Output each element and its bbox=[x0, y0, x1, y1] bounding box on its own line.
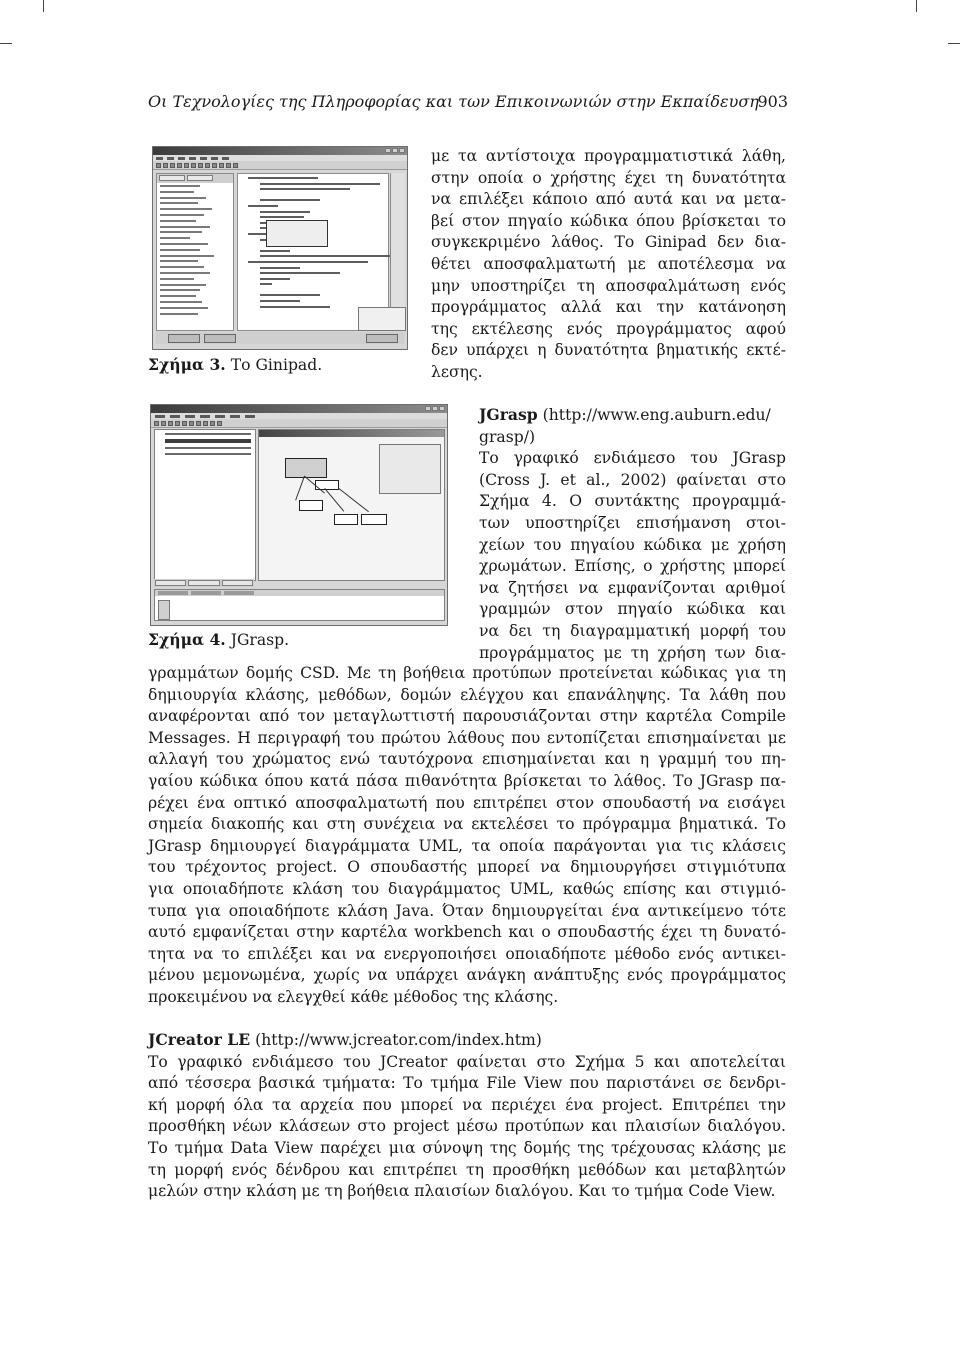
code-line bbox=[260, 250, 290, 252]
tree-entry bbox=[160, 185, 200, 187]
tree-entry bbox=[160, 220, 196, 222]
tree-entry bbox=[160, 226, 210, 228]
text-line: προκειμένου να ελεγχθεί κάθε μέθοδος της κλάσης. bbox=[148, 987, 559, 1006]
code-line bbox=[260, 267, 300, 269]
text-line: Σχήμα 4. Ο συντάκτης προγραμμά- bbox=[479, 492, 786, 511]
tree-entry bbox=[160, 214, 204, 216]
tree-entry bbox=[160, 255, 214, 257]
text-line: τητα να το επιλέξει και να ενεργοποιήσει οποιαδήποτε μέθοδο ενός αντικει- bbox=[148, 944, 786, 963]
code-highlight-box bbox=[266, 220, 328, 247]
running-title: Οι Τεχνολογίες της Πληροφορίας και των Επικοινωνιών στην Εκπαίδευση bbox=[148, 92, 759, 111]
text-line: με τα αντίστοιχα προγραμματιστικά λάθη, bbox=[431, 147, 786, 165]
ginipad-screenshot bbox=[152, 146, 408, 350]
text-line: αλλαγή του χρώματος ενώ ταυτόχρονα επισημαίνεται και η γραμμή του πη- bbox=[148, 750, 786, 769]
tree-entry bbox=[160, 301, 202, 303]
uml-class-box bbox=[334, 514, 358, 525]
text-line: Το τμήμα Data View παρέχει μια σύνοψη της δομής της τρέχουσας κλάσης με bbox=[148, 1138, 786, 1157]
text-line: να ζητήσει να εμφανίζονται αριθμοί bbox=[479, 578, 786, 597]
toolbar bbox=[153, 161, 407, 170]
text-line: γραμμάτων δομής CSD. Με τη βοήθεια προτύπων προτείνεται κώδικας για τη bbox=[148, 664, 786, 682]
figure-4-label: Σχήμα 4. bbox=[148, 630, 226, 649]
tree-entry bbox=[160, 197, 206, 199]
text-line: να επιλέξει κάποιο από αυτά και να μετα- bbox=[431, 190, 786, 209]
uml-diagram-panel bbox=[258, 429, 445, 581]
browser-tabs bbox=[154, 579, 254, 587]
crop-mark-left-top bbox=[0, 31, 12, 44]
jgrasp-heading bbox=[479, 404, 786, 427]
text-line: των υποστηρίζει επισήμανση στοι- bbox=[479, 513, 786, 532]
text-line: της εκτέλεσης ενός προγράμματος αφού bbox=[431, 319, 786, 338]
code-line bbox=[260, 216, 304, 218]
code-line bbox=[260, 188, 350, 190]
jgrasp-screenshot bbox=[150, 404, 448, 626]
tree-entry bbox=[160, 289, 200, 291]
text-line: τυπα για οποιαδήποτε κλάση Java. Όταν δημιουργείται ένα αντικείμενο τότε bbox=[148, 901, 786, 920]
text-line: από τέσσερα βασικά τμήματα: Το τμήμα File View που παριστάνει σε δενδρι- bbox=[148, 1074, 786, 1093]
code-line bbox=[260, 255, 390, 257]
jcreator-url: (http://www.jcreator.com/index.htm) bbox=[255, 1031, 542, 1049]
uml-class-box bbox=[361, 514, 387, 525]
text-line: γαίου κώδικα όπου κατά πάσα πιθανότητα βρίσκεται το λάθος. Το JGrasp πα- bbox=[148, 771, 786, 790]
text-line: μένου μεμονωμένα, χωρίς να υπάρχει ανάγκη ανάπτυξης ενός προγράμματος bbox=[148, 966, 786, 985]
text-line: δημιουργία κλάσης, μεθόδων, δομών ελέγχου και επανάληψης. Τα λάθη που bbox=[148, 685, 786, 704]
text-line: του τρέχοντος project. Ο σπουδαστής μπορεί να δημιουργήσει στιγμιότυπα bbox=[148, 858, 786, 877]
jgrasp-name: JGrasp bbox=[479, 405, 538, 424]
status-bar bbox=[156, 332, 404, 344]
project-browser-panel bbox=[154, 429, 256, 581]
text-line: μην υποστηρίζει τη αποσφαλμάτωση ενός bbox=[431, 276, 786, 295]
code-line bbox=[248, 205, 278, 207]
text-line: γραμμών στον πηγαίο κώδικα και bbox=[479, 600, 786, 619]
text-line: JGrasp δημιουργεί διαγράμματα UML, τα οποία παράγονται για τις κλάσεις bbox=[148, 836, 786, 855]
text-line: μελών στην κλάση με τη βοήθεια πλαισίων διαλόγου. Και το τμήμα Code View. bbox=[148, 1182, 776, 1201]
compile-messages-panel bbox=[154, 589, 445, 621]
text-line: προγράμματος αλλά και την κατάνοηση bbox=[431, 298, 786, 317]
figure-3-label: Σχήμα 3. bbox=[148, 355, 226, 374]
uml-class-box bbox=[299, 500, 323, 511]
window-titlebar bbox=[151, 405, 447, 413]
editor-scrollbar bbox=[390, 173, 405, 329]
text-line: σημεία διακοπής και στη συνέχεια να εκτελέσει το πρόγραμμα βηματικά. Το bbox=[148, 815, 786, 834]
text-line: χείων του πηγαίου κώδικα με χρήση bbox=[479, 535, 786, 554]
tree-entry bbox=[160, 237, 190, 239]
toolbar bbox=[151, 419, 447, 428]
tree-entry bbox=[160, 307, 208, 309]
code-line bbox=[260, 211, 310, 213]
tree-entry bbox=[160, 295, 196, 297]
text-line: τη μορφή ενός δένδρου και επιτρέπει τη προσθήκη μεθόδων και μεταβλητών bbox=[148, 1160, 786, 1179]
text-line: βεί στον πηγαίο κώδικα όπου βρίσκεται το bbox=[431, 211, 786, 230]
window-titlebar bbox=[153, 147, 407, 155]
jcreator-name: JCreator LE bbox=[148, 1030, 251, 1049]
tree-entry bbox=[160, 191, 194, 193]
code-line bbox=[260, 272, 340, 274]
jgrasp-url-cont: grasp/) bbox=[479, 427, 536, 446]
tree-entry bbox=[160, 260, 198, 262]
code-line bbox=[260, 199, 320, 201]
text-line: για οποιαδήποτε κλάση του διαγράμματος UML, καθώς επίσης και στιγμιό- bbox=[148, 879, 786, 898]
text-line: στην οποία ο χρήστης έχει τη δυνατότητα bbox=[431, 168, 786, 187]
text-line: Το γραφικό ενδιάμεσο του JGrasp bbox=[479, 449, 786, 468]
crop-mark-top-right bbox=[916, 0, 929, 12]
section-jgrasp bbox=[479, 404, 786, 664]
section-jcreator bbox=[148, 1029, 786, 1203]
crop-mark-right-top bbox=[948, 31, 960, 44]
text-line: Messages. Η περιγραφή του πρώτου λάθους που εντοπίζεται επισημαίνεται με bbox=[148, 728, 786, 747]
code-line bbox=[260, 306, 330, 308]
figure-3-text: Το Ginipad. bbox=[230, 356, 323, 374]
tree-entry bbox=[160, 278, 194, 280]
tree-entry bbox=[160, 266, 204, 268]
text-line: Το γραφικό ενδιάμεσο του JCreator φαίνεται στο Σχήμα 5 και αποτελείται bbox=[148, 1052, 786, 1071]
tree-entry bbox=[160, 272, 210, 274]
jgrasp-url: (http://www.eng.auburn.edu/ bbox=[542, 406, 771, 424]
page-number: 903 bbox=[757, 92, 788, 111]
text-line: λεσης. bbox=[431, 362, 483, 381]
tree-entry bbox=[160, 313, 198, 315]
figure-3-caption bbox=[148, 355, 322, 374]
text-line: δεν υπάρχει η δυνατότητα βηματικής εκτέ- bbox=[431, 341, 786, 360]
text-line: να δει τη διαγραμματική μορφή του bbox=[479, 621, 786, 640]
code-line bbox=[248, 177, 318, 179]
code-line bbox=[260, 283, 272, 285]
uml-info-panel bbox=[379, 444, 441, 494]
figure-4-text: JGrasp. bbox=[230, 631, 290, 649]
figure-4-caption bbox=[148, 630, 289, 649]
uml-class-box bbox=[285, 458, 327, 478]
code-line bbox=[260, 278, 290, 280]
text-line: αυτό εμφανίζεται στην καρτέλα workbench και ο σπουδαστής έχει τη δυνατό- bbox=[148, 923, 786, 942]
paragraph-jgrasp-details bbox=[148, 663, 786, 1009]
text-line: θέτει αποσφαλματωτή με αποτέλεσμα να bbox=[431, 254, 786, 273]
text-line: αναφέρονται από τον μεταγλωττιστή παρουσιάζονται στην καρτέλα Compile bbox=[148, 707, 786, 726]
compiler-panel bbox=[358, 307, 406, 331]
text-line: προγράμματος με τη χρήση των δια- bbox=[479, 643, 786, 662]
code-line bbox=[260, 183, 380, 185]
tree-entry bbox=[160, 231, 202, 233]
code-line bbox=[260, 294, 320, 296]
text-line: χρωμάτων. Επίσης, ο χρήστης μπορεί bbox=[479, 557, 786, 576]
jcreator-heading bbox=[148, 1029, 786, 1052]
tree-entry bbox=[160, 208, 212, 210]
text-line: συγκεκριμένο λάθος. Το Ginipad δεν δια- bbox=[431, 233, 786, 252]
project-tree-panel bbox=[156, 173, 234, 331]
tree-entry bbox=[160, 243, 208, 245]
paragraph-ginipad bbox=[431, 146, 786, 384]
tree-entry bbox=[160, 249, 200, 251]
code-line bbox=[248, 261, 368, 263]
text-line: (Cross J. et al., 2002) φαίνεται στο bbox=[479, 470, 786, 489]
text-line: κή μορφή όλα τα αρχεία που μπορεί να περιέχει ένα project. Επιτρέπει την bbox=[148, 1095, 786, 1114]
code-line bbox=[260, 300, 300, 302]
tree-entry bbox=[160, 284, 206, 286]
crop-mark-top-left bbox=[31, 0, 44, 12]
text-line: ρέχει ένα οπτικό αποσφαλματωτή που επιτρέπει στον σπουδαστή να εισάγει bbox=[148, 793, 786, 812]
tree-entry bbox=[160, 202, 198, 204]
text-line: προσθήκη νέων κλάσεων στο project μέσω προτύπων και πλαισίων διαλόγου. bbox=[148, 1117, 786, 1136]
